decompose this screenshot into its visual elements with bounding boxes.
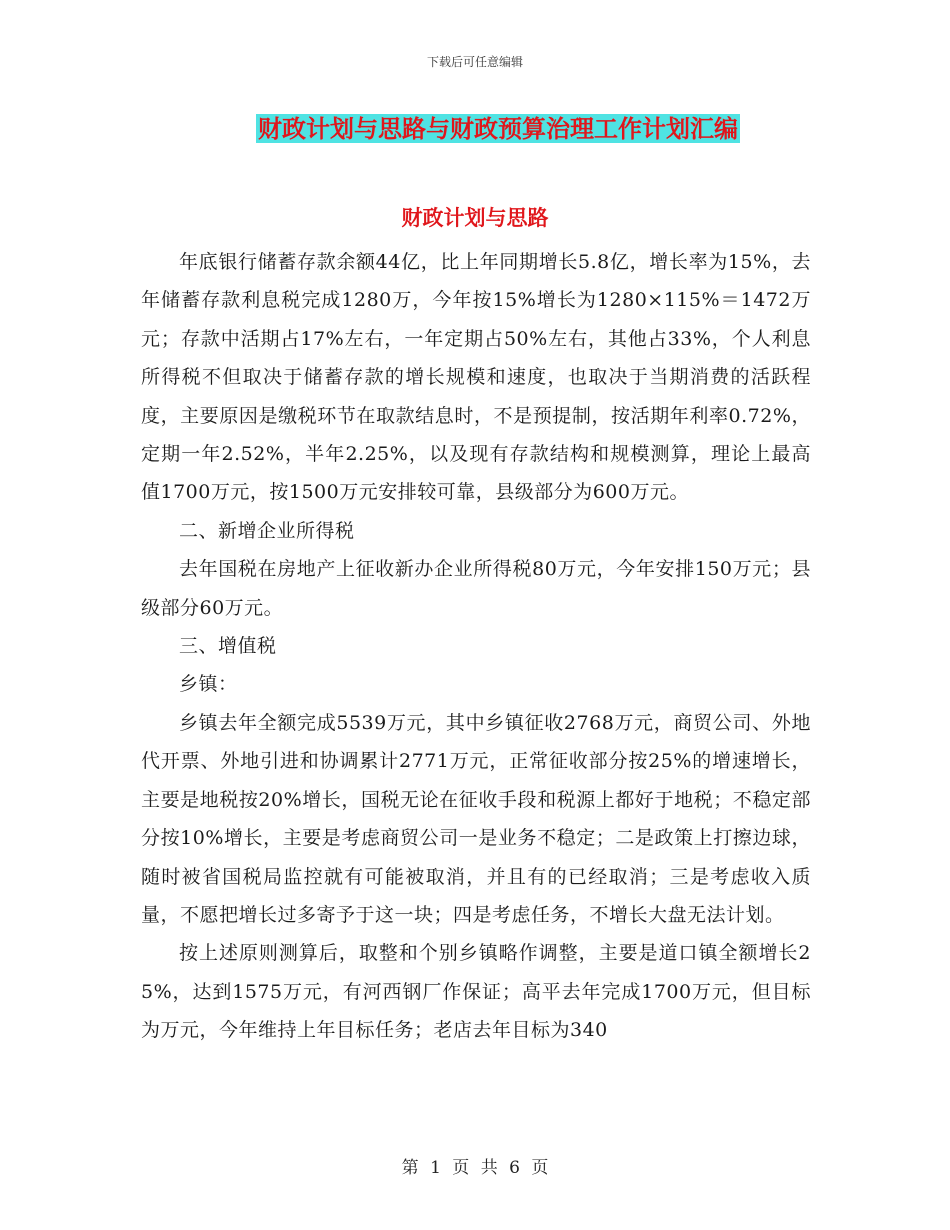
body-heading-vat: 三、增值税 [179, 635, 277, 658]
body-subheading-towns: 乡镇： [179, 673, 238, 696]
body-paragraph: 去年国税在房地产上征收新办企业所得税80万元，今年安排150万元；县级部分60万元。 [141, 558, 811, 619]
page-footer-number: 第 1 页 共 6 页 [401, 1158, 549, 1178]
body-heading-new-enterprise-income-tax: 二、新增企业所得税 [179, 519, 355, 542]
document-title-text: 财政计划与思路与财政预算治理工作计划汇编 [258, 114, 738, 143]
body-paragraph: 乡镇去年全额完成5539万元，其中乡镇征收2768万元，商贸公司、外地代开票、外地引进和协调累计2771万元，正常征收部分按25%的增速增长，主要是地税按20%增长，国税无论在征收手段和税源上都好于地税；不稳定部分按10%增长，主要是考虑商贸公司一是业务不稳定；二是政策上打擦边球，随时被省国税局监控就有可能被取消，并且有的已经取消；三是考虑收入质量，不愿把增长过多寄予于这一块；四是考虑任务，不增长大盘无法计划。 [141, 711, 811, 926]
body-paragraph: 按上述原则测算后，取整和个别乡镇略作调整，主要是道口镇全额增长25%，达到1575万元，有河西钢厂作保证；高平去年完成1700万元，但目标为万元，今年维持上年目标任务；老店去年目标为340 [141, 942, 811, 1042]
page-header-note: 下载后可任意编辑 [426, 55, 523, 69]
document-body [141, 243, 811, 1050]
section-title: 财政计划与思路 [401, 205, 549, 230]
document-title [0, 113, 950, 145]
body-paragraph: 年底银行储蓄存款余额44亿，比上年同期增长5.8亿，增长率为15%，去年储蓄存款利息税完成1280万，今年按15%增长为1280×115%＝1472万元；存款中活期占17%左右，一年定期占50%左右，其他占33%，个人利息所得税不但取决于储蓄存款的增长规模和速度，也取决于当期消费的活跃程度，主要原因是缴税环节在取款结息时，不是预提制，按活期年利率0.72%，定期一年2.52%，半年2.25%，以及现有存款结构和规模测算，理论上最高值1700万元，按1500万元安排较可靠，县级部分为600万元。 [141, 251, 811, 504]
